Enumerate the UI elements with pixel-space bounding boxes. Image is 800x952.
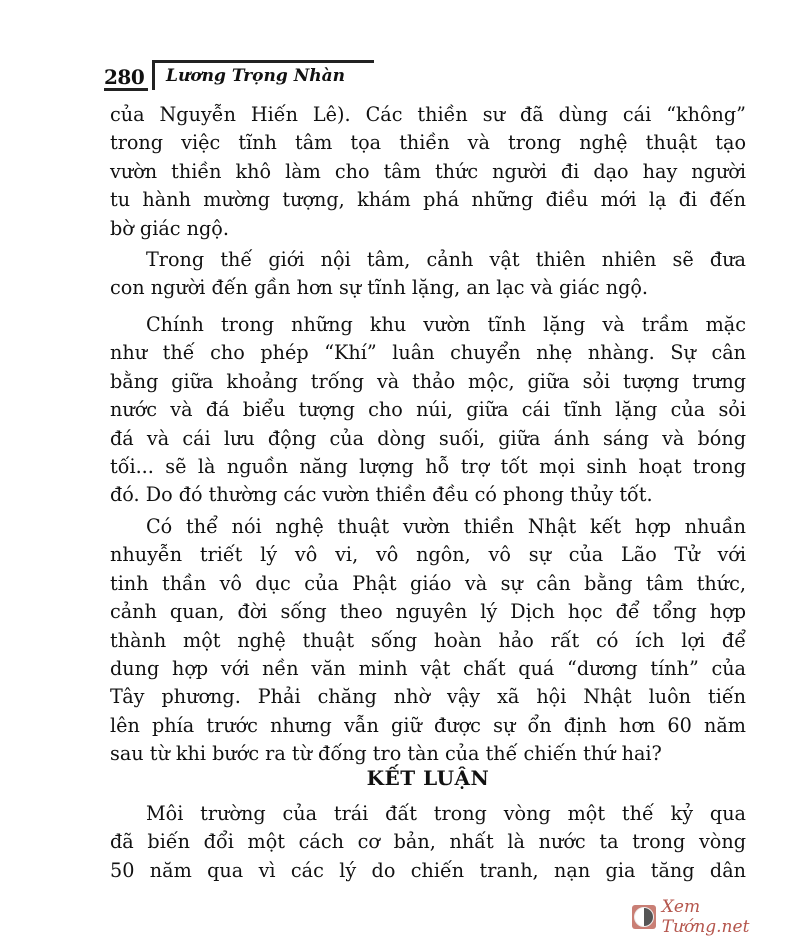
- running-header: [104, 58, 384, 98]
- text-line: Tây phương. Phải chăng nhờ vậy xã hội Nhật luôn tiến: [110, 685, 746, 709]
- text-line: như thế cho phép “Khí” luân chuyển nhẹ nhàng. Sự cân: [110, 341, 746, 365]
- text-line: thành một nghệ thuật sống hoàn hảo rất có ích lợi để: [110, 628, 746, 652]
- watermark-text: Xem Tướng.net: [661, 897, 750, 937]
- paragraph-2: [110, 246, 746, 303]
- header-divider: [152, 60, 155, 90]
- text-line: Trong thế giới nội tâm, cảnh vật thiên nhiên sẽ đưa: [146, 248, 746, 271]
- text-line: Chính trong những khu vườn tĩnh lặng và trầm mặc: [146, 313, 746, 336]
- paragraph-3: [110, 311, 746, 510]
- text-line: đá và cái lưu động của dòng suối, giữa ánh sáng và bóng: [110, 426, 746, 450]
- yin-yang-icon: [632, 905, 656, 929]
- text-line: 50 năm qua vì các lý do chiến tranh, nạn gia tăng dân: [110, 858, 746, 882]
- text-line: Có thể nói nghệ thuật vườn thiền Nhật kết hợp nhuần: [146, 515, 746, 538]
- header-rule: [152, 60, 374, 63]
- text-line: của Nguyễn Hiến Lê). Các thiền sư đã dùng cái “không”: [110, 103, 746, 126]
- page-number: 280: [104, 66, 148, 91]
- text-line: Môi trường của trái đất trong vòng một thế kỷ qua: [146, 802, 746, 825]
- text-line: đã biến đổi một cách cơ bản, nhất là nước ta trong vòng: [110, 830, 746, 854]
- paragraph-5: [110, 800, 746, 885]
- text-line: con người đến gần hơn sự tĩnh lặng, an lạc và giác ngộ.: [110, 276, 649, 300]
- text-line: đó. Do đó thường các vườn thiền đều có phong thủy tốt.: [110, 483, 653, 507]
- text-line: tu hành mường tượng, khám phá những điều mới lạ đi đến: [110, 188, 746, 212]
- text-line: lên phía trước nhưng vẫn giữ được sự ổn định hơn 60 năm: [110, 713, 746, 737]
- text-line: vườn thiền khô làm cho tâm thức người đi dạo hay người: [110, 159, 746, 183]
- text-line: bờ giác ngộ.: [110, 216, 229, 240]
- section-heading: KẾT LUẬN: [366, 766, 490, 790]
- author-name: Lương Trọng Nhàn: [166, 66, 345, 86]
- paragraph-4: [110, 513, 746, 769]
- text-line: nhuyễn triết lý vô vi, vô ngôn, vô sự của Lão Tử với: [110, 543, 746, 567]
- text-line: sau từ khi bước ra từ đống tro tàn của thế chiến thứ hai?: [110, 742, 662, 766]
- text-line: nước và đá biểu tượng cho núi, giữa cái tĩnh lặng của sỏi: [110, 398, 746, 422]
- text-line: tinh thần vô dục của Phật giáo và sự cân bằng tâm thức,: [110, 571, 746, 595]
- text-line: trong việc tĩnh tâm tọa thiền và trong nghệ thuật tạo: [110, 131, 746, 155]
- text-line: tối... sẽ là nguồn năng lượng hỗ trợ tốt mọi sinh hoạt trong: [110, 455, 746, 479]
- watermark-logo: [632, 897, 792, 937]
- text-line: cảnh quan, đời sống theo nguyên lý Dịch học để tổng hợp: [110, 600, 746, 624]
- text-line: dung hợp với nền văn minh vật chất quá “dương tính” của: [110, 657, 746, 681]
- paragraph-1: [110, 101, 746, 243]
- text-line: bằng giữa khoảng trống và thảo mộc, giữa sỏi tượng trưng: [110, 369, 746, 393]
